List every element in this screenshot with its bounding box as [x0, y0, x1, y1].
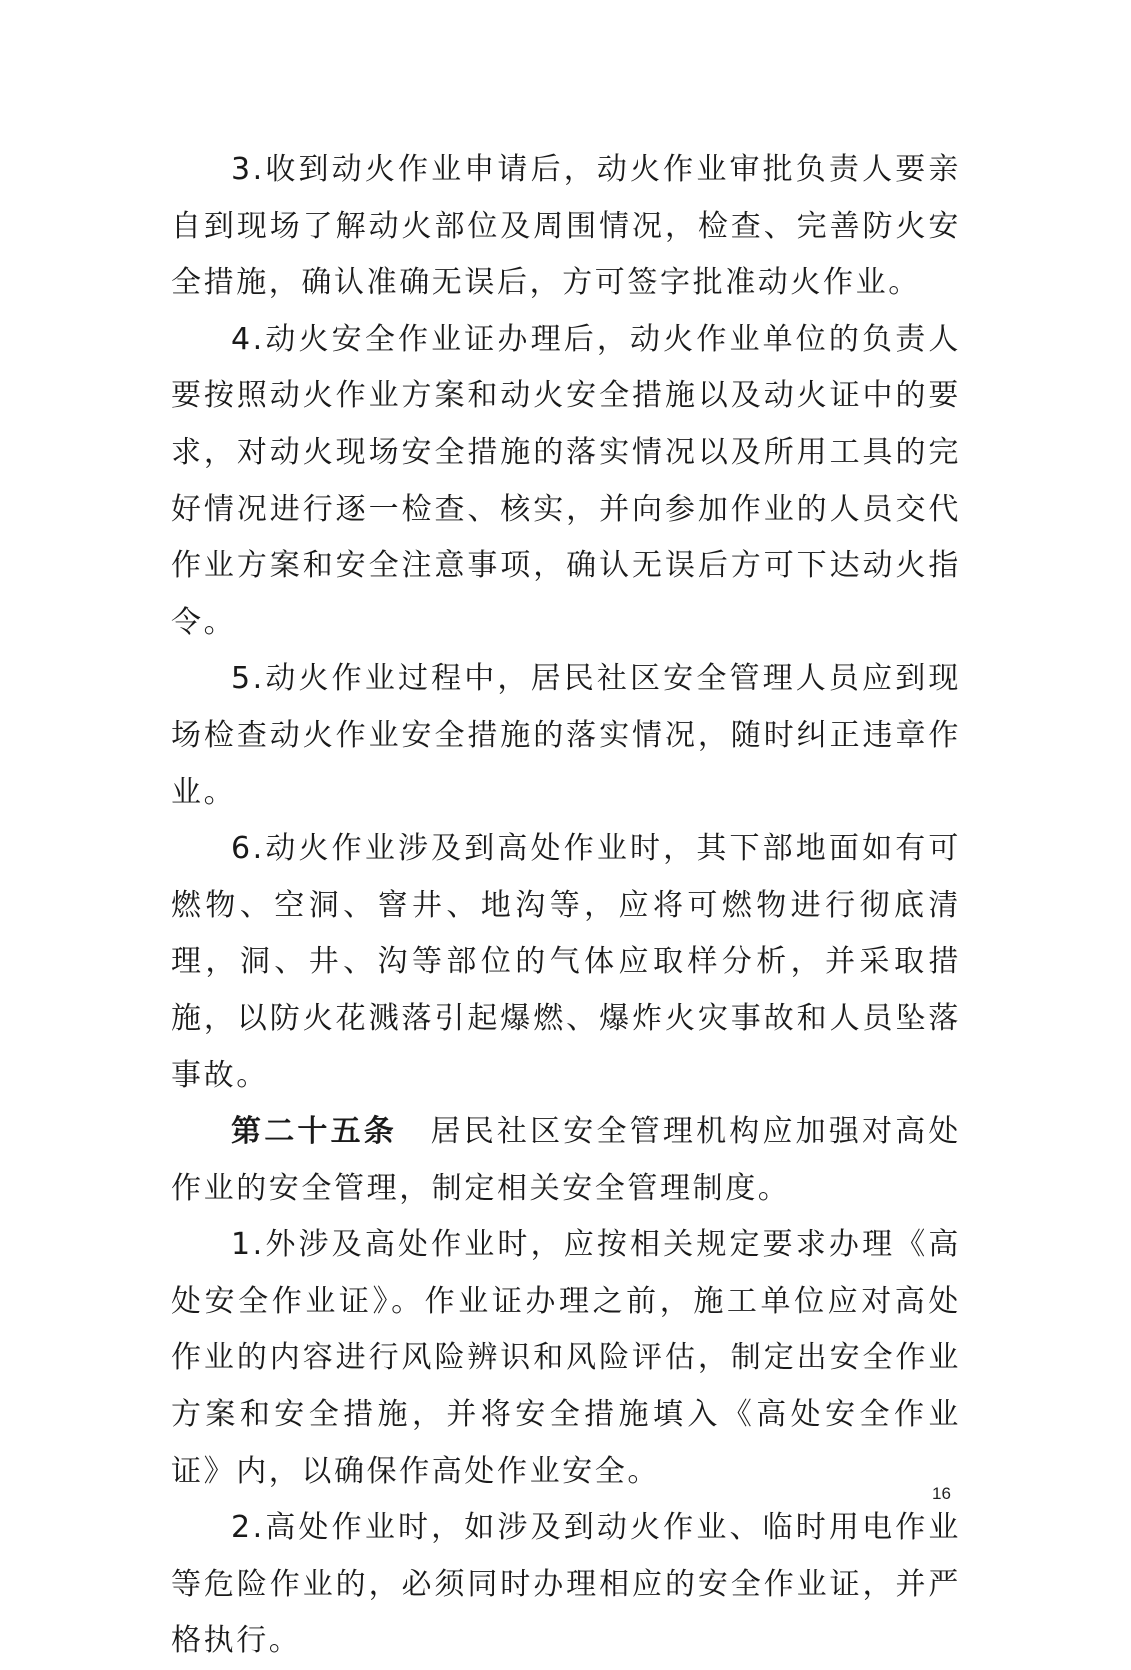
paragraph-item-5: 5.动火作业过程中，居民社区安全管理人员应到现场检查动火作业安全措施的落实情况，随时纠正违章作业。: [171, 661, 961, 810]
article-text: 居民社区安全管理机构应加强对高处作业的安全管理，制定相关安全管理制度。: [171, 1114, 961, 1206]
paragraph-item-3: 3.收到动火作业申请后，动火作业审批负责人要亲自到现场了解动火部位及周围情况，检查、完善防火安全措施，确认准确无误后，方可签字批准动火作业。: [171, 152, 961, 301]
page-number: 16: [932, 1484, 951, 1503]
body-text: [171, 142, 961, 1670]
article-25-paragraph: [171, 1104, 961, 1217]
article-item-2: 2.高处作业时，如涉及到动火作业、临时用电作业等危险作业的，必须同时办理相应的安全作业证，并严格执行。: [171, 1510, 961, 1659]
paragraph-item-6: 6.动火作业涉及到高处作业时，其下部地面如有可燃物、空洞、窨井、地沟等，应将可燃物进行彻底清理，洞、井、沟等部位的气体应取样分析，并采取措施，以防火花溅落引起爆燃、爆炸火灾事故和人员坠落事故。: [171, 831, 961, 1093]
article-heading: 第二十五条: [231, 1114, 397, 1150]
paragraph-item-4: 4.动火安全作业证办理后，动火作业单位的负责人要按照动火作业方案和动火安全措施以及动火证中的要求，对动火现场安全措施的落实情况以及所用工具的完好情况进行逐一检查、核实，并向参加作业的人员交代作业方案和安全注意事项，确认无误后方可下达动火指令。: [171, 321, 961, 640]
article-item-1: 1.外涉及高处作业时，应按相关规定要求办理《高处安全作业证》。作业证办理之前，施工单位应对高处作业的内容进行风险辨识和风险评估，制定出安全作业方案和安全措施，并将安全措施填入《高处安全作业证》内，以确保作高处作业安全。: [171, 1227, 961, 1489]
